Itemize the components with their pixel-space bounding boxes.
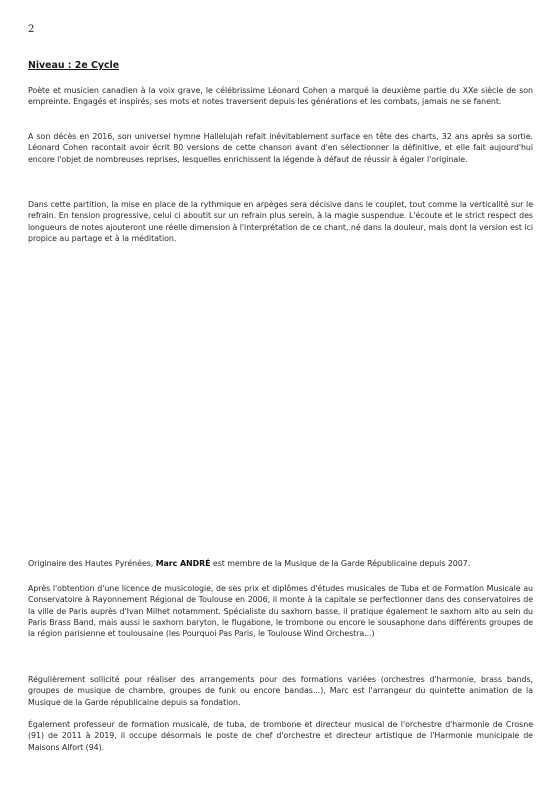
- bio-origin-text: Originaire des Hautes Pyrénées,: [28, 559, 156, 568]
- author-name: Marc ANDRÉ: [155, 559, 211, 568]
- bio-paragraph-4: Également professeur de formation musicale, de tuba, de trombone et directeur musical de l'orchestre d'harmonie de Crosne (91) de 2011 à 2019, il occupe désormais le poste de chef d'orchestre et directeur artistique de l'Harmonie municipale de Maisons Alfort (94).: [28, 720, 533, 752]
- page-number: 2: [28, 24, 35, 35]
- bio-paragraph-3: Régulièrement sollicité pour réaliser des arrangements pour des formations variées (orchestres d'harmonie, brass bands, groupes de musique de chambre, groupes de funk ou encore bandas...), Marc est l'arrangeur du quintette animation de la Musique de la Garde républicaine depuis sa fondation.: [28, 675, 533, 707]
- intro-paragraph-2: A son décès en 2016, son universel hymne Hallelujah refait inévitablement surface en tête des charts, 32 ans après sa sortie. Léonard Cohen racontait avoir écrit 80 versions de cette chanson avant d'en sélectionner la définitive, et elle fait aujourd'hui encore l'objet de nombreuses reprises, lesquelles enrichissent la légende à défaut de réussir à égaler l'originale.: [28, 132, 533, 164]
- level-heading: Niveau : 2e Cycle: [28, 60, 120, 71]
- bio-paragraph-2: Après l'obtention d'une licence de musicologie, de ses prix et diplômes d'études musicales de Tuba et de Formation Musicale au Conservatoire à Rayonnement Régional de Toulouse en 2006, il monte à la capitale se perfectionner dans des conservatoires de la ville de Paris auprès d'Ivan Milhet notamment. Spécialiste du saxhorn basse, il pratique également le saxhorn alto au sein du Paris Brass Band, mais aussi le saxhorn baryton, le flugabone, le trombone ou encore le sousaphone dans différents groupes de la région parisienne et toulousaine (les Pourquoi Pas Paris, le Toulouse Wind Orchestra...): [28, 584, 533, 639]
- intro-paragraph-1: Poète et musicien canadien à la voix grave, le célébrissime Léonard Cohen a marqué la deuxième partie du XXe siècle de son empreinte. Engagés et inspirés, ses mots et notes traversent depuis les générations et les combats, jamais ne se fanent.: [28, 86, 533, 107]
- intro-paragraph-3: Dans cette partition, la mise en place de la rythmique en arpèges sera décisive dans le couplet, tout comme la verticalité sur le refrain. En tension progressive, celui ci aboutit sur un refrain plus serein, à la magie suspendue. L'écoute et le strict respect des longueurs de notes ajouteront une réelle dimension à l'interprétation de ce chant, né dans la douleur, mais dont la version est ici propice au partage et à la méditation.: [28, 200, 534, 243]
- bio-paragraph-1: [28, 558, 533, 569]
- bio-membership-text: est membre de la Musique de la Garde Républicaine depuis 2007.: [210, 559, 471, 568]
